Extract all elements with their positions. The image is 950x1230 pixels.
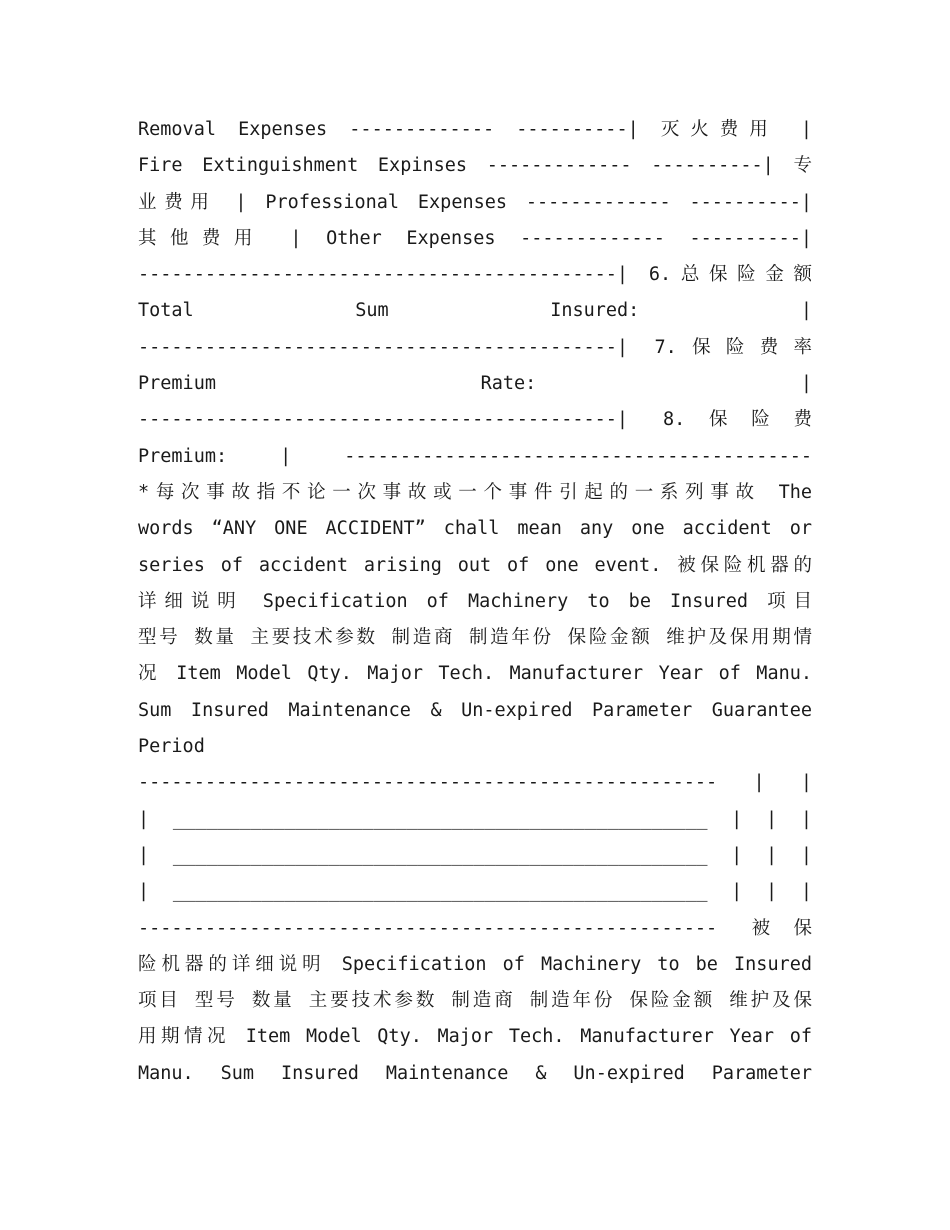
table-row: | ________________________________________________ | | | (138, 808, 812, 830)
text-line: Premium Rate: | (138, 373, 812, 395)
text-line: -------------------------------------------| 8.保险费 (138, 409, 812, 431)
text-line: 型号 数量 主要技术参数 制造商 制造年份 保险金额 维护及保用期情 (138, 627, 812, 649)
text-line: Period (138, 736, 205, 758)
text-line: Total Sum Insured: | (138, 300, 812, 322)
table-rule-line: ---------------------------------------------------- 被保 (138, 917, 812, 939)
table-row: | ________________________________________________ | | | (138, 881, 812, 903)
text-line: series of accident arising out of one event. 被保险机器的 (138, 554, 812, 576)
text-line: 险机器的详细说明 Specification of Machinery to be Insured (138, 953, 812, 975)
text-line: 项目 型号 数量 主要技术参数 制造商 制造年份 保险金额 维护及保 (138, 990, 812, 1012)
text-line: Sum Insured Maintenance & Un-expired Parameter Guarantee (138, 699, 812, 721)
table-rule-line: ---------------------------------------------------- | | (138, 772, 812, 794)
text-line: 详细说明 Specification of Machinery to be Insured 项目 (138, 590, 812, 612)
text-line: 业费用 | Professional Expenses ------------- ----------| (138, 191, 812, 213)
text-line: Premium: | ------------------------------------------ (138, 445, 812, 467)
table-row: | ________________________________________________ | | | (138, 844, 812, 866)
document-body (138, 112, 812, 1092)
text-line: 其他费用 | Other Expenses ------------- ----------| (138, 227, 812, 249)
text-line: Fire Extinguishment Expinses ------------- ----------| 专 (138, 155, 812, 177)
text-line: Manu. Sum Insured Maintenance & Un-expired Parameter (138, 1062, 812, 1084)
text-line: Removal Expenses ------------- ----------| 灭火费用 | (138, 119, 812, 140)
text-line: -------------------------------------------| 7.保险费率 (138, 336, 812, 358)
text-line: *每次事故指不论一次事故或一个事件引起的一系列事故 The (138, 481, 812, 503)
text-line: 用期情况 Item Model Qty. Major Tech. Manufacturer Year of (138, 1026, 812, 1048)
text-line: 况 Item Model Qty. Major Tech. Manufacturer Year of Manu. (138, 663, 812, 685)
text-line: words “ANY ONE ACCIDENT” chall mean any one accident or (138, 518, 812, 540)
text-line: -------------------------------------------| 6.总保险金额 (138, 264, 812, 286)
